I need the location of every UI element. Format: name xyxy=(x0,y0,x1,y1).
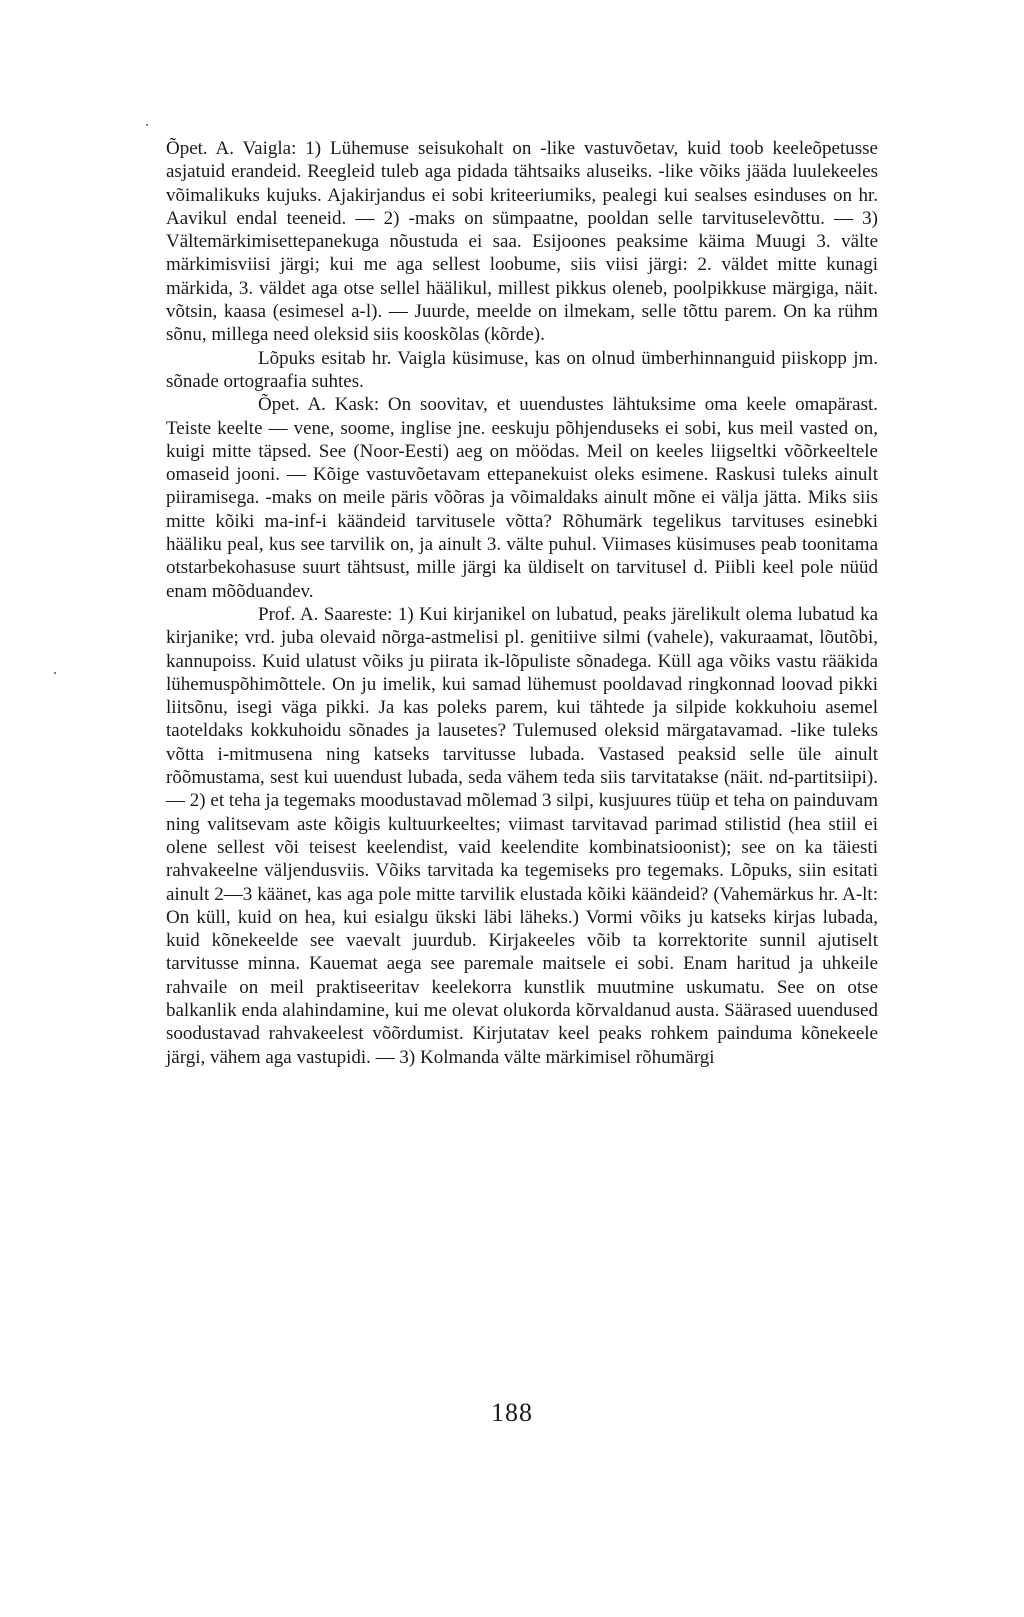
document-body xyxy=(166,137,878,1069)
page-number: 188 xyxy=(491,1398,533,1427)
scan-speck xyxy=(146,124,148,126)
scan-speck xyxy=(54,672,56,674)
paragraph-vaigla: Õpet. A. Vaigla: 1) Lühemuse seisukohalt on -like vastuvõetav, kuid toob keeleõpetusse asjatuid erandeid. Reegleid tuleb aga pidada tähtsaiks aluseiks. -like võiks jääda luulekeeles võimalikuks kujuks. Ajakirjandus ei sobi kriteeriumiks, pealegi kui sealses esinduses on hr. Aavikul endal teeneid. — 2) -maks on sümpaatne, pooldan selle tarvituselevõttu. — 3) Vältemärkimisettepanekuga nõustuda ei saa. Esijoones peaksime käima Muugi 3. välte märkimisviisi järgi; kui me aga sellest loobume, siis viisi järgi: 2. väldet mitte kunagi märkida, 3. väldet aga otse sellel häälikul, millest pikkus oleneb, poolpikkuse märgiga, näit. võtsin, kaasa (esimesel a-l). — Juurde, meelde on ilmekam, selle tõttu parem. On ka rühm sõnu, millega need oleksid siis kooskõlas (kõrde). xyxy=(166,138,878,346)
paragraph-summary: Lõpuks esitab hr. Vaigla küsimuse, kas on olnud ümberhinnanguid piiskopp jm. sõnade ortograafia suhtes. xyxy=(166,347,878,392)
paragraph-kask: Õpet. A. Kask: On soovitav, et uuendustes lähtuksime oma keele omapärast. Teiste keelte — vene, soome, inglise jne. eeskuju põhjenduseks ei sobi, kus meil vasted on, kuigi mitte täpsed. See (Noor-Eesti) aeg on möödas. Meil on keeles liigseltki võõrkeeltele omaseid jooni. — Kõige vastuvõetavam ettepanekuist oleks esimene. Raskusi tuleks ainult piiramisega. -maks on meile päris võõras ja võimaldaks ainult mõne ei välja jätta. Miks siis mitte kõiki ma-inf-i käändeid tarvitusele võtta? Rõhumärk tegelikus tarvituses esinebki hääliku peal, kus see tarvilik on, ja ainult 3. välte puhul. Viimases küsimuses peab toonitama otstarbekohasuse suurt tähtsust, mille järgi ka üldiselt on tarvitusel d. Piibli keel pole nüüd enam mõõduandev. xyxy=(166,394,878,602)
paragraph-saareste: Prof. A. Saareste: 1) Kui kirjanikel on lubatud, peaks järelikult olema lubatud ka kirjanike; vrd. juba olevaid nõrga-astmelisi pl. genitiive silmi (vahele), vakuraamat, lõutõbi, kannupoiss. Kuid ulatust võiks ju piirata ik-lõpuliste sõnadega. Küll aga võiks vastu rääkida lühemuspõhimõttele. On ju imelik, kui samad lühemust pooldavad ringkonnad loovad pikki liitsõnu, isegi väga pikki. Ja kas poleks parem, kui tähtede ja silpide kokkuhoiu asemel taoteldaks kokkuhoidu sõnades ja lausetes? Tulemused oleksid märgatavamad. -like tuleks võtta i-mitmusena ning katseks tarvitusse lubada. Vastased peaksid selle üle ainult rõõmustama, sest kui uuendust lubada, seda vähem teda siis tarvitatakse (näit. nd-partitsiipi). — 2) et teha ja tegemaks moodustavad mõlemad 3 silpi, kusjuures tüüp et teha on painduvam ning valitsevam aste kõigis kultuurkeeltes; viimast tarvitavad parimad stilistid (hea stiil ei olene sellest või teisest keelendist, vaid keelendite kombinatsioonist); see on ka täiesti rahvakeelne väljendusviis. Võiks tarvitada ka tegemiseks pro tegemaks. Lõpuks, siin esitati ainult 2—3 käänet, kas aga pole mitte tarvilik elustada kõiki käändeid? (Vahemärkus hr. A-lt: On küll, kuid on hea, kui esialgu ükski läbi läheks.) Vormi võiks ju katseks kirjas lubada, kuid kõnekeelde see vaevalt juurdub. Kirjakeeles võib ta korrektorite sunnil ajutiselt tarvitusse minna. Kauemat aega see paremale maitsele ei sobi. Enam haritud ja uhkeile rahvaile on meil praktiseeritav keelekorra kunstlik muutmine uskumatu. See on otse balkanlik enda alahindamine, kui me olevat olukorda kõrvaldanud austa. Säärased uuendused soodustavad rahvakeelest võõrdumist. Kirjutatav keel peaks rohkem painduma kõnekeele järgi, vähem aga vastupidi. — 3) Kolmanda välte märkimisel rõhumärgi xyxy=(166,603,878,1068)
